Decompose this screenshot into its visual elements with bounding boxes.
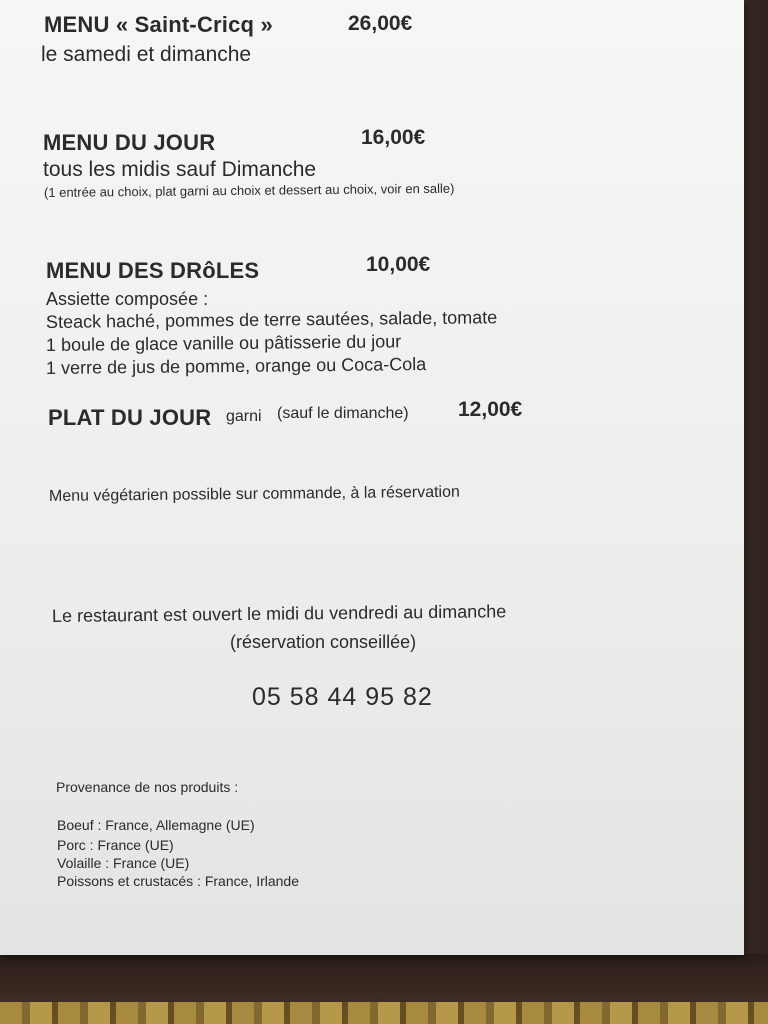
menu-droles-line: Steack haché, pommes de terre sautées, salade, tomate [45,307,498,332]
menu-saint-cricq-price: 26,00€ [348,12,413,35]
provenance-item: Porc : France (UE) [57,837,174,853]
opening-hours-line: Le restaurant est ouvert le midi du vendredi au dimanche [51,601,507,626]
plat-du-jour-garni: garni [226,408,262,425]
provenance-heading: Provenance de nos produits : [56,779,239,795]
provenance-item: Poissons et crustacés : France, Irlande [57,873,299,889]
table-background-bottom [0,954,768,1024]
menu-saint-cricq-title: MENU « Saint-Cricq » [44,12,273,37]
reservation-advice: (réservation conseillée) [230,632,417,652]
plat-du-jour-condition: (sauf le dimanche) [277,405,409,422]
provenance-item: Boeuf : France, Allemagne (UE) [57,817,255,833]
provenance-item: Volaille : France (UE) [57,855,190,871]
gold-trim-border [0,1002,768,1024]
menu-droles-line: 1 boule de glace vanille ou pâtisserie du jour [45,331,402,355]
vegetarian-note: Menu végétarien possible sur commande, à la réservation [48,483,460,505]
plat-du-jour-title: PLAT DU JOUR [48,405,212,430]
menu-du-jour-subtitle: tous les midis sauf Dimanche [43,158,317,181]
menu-droles-line: 1 verre de jus de pomme, orange ou Coca-Cola [45,354,427,378]
menu-du-jour-price: 16,00€ [361,126,426,149]
menu-du-jour-title: MENU DU JOUR [43,130,216,155]
menu-droles-line: Assiette composée : [46,289,209,309]
plat-du-jour-price: 12,00€ [458,398,523,421]
phone-number: 05 58 44 95 82 [252,683,433,711]
menu-saint-cricq-subtitle: le samedi et dimanche [41,43,252,66]
menu-droles-title: MENU DES DRôLES [46,258,260,283]
menu-du-jour-note: (1 entrée au choix, plat garni au choix et dessert au choix, voir en salle) [43,180,455,200]
menu-droles-price: 10,00€ [366,253,431,276]
